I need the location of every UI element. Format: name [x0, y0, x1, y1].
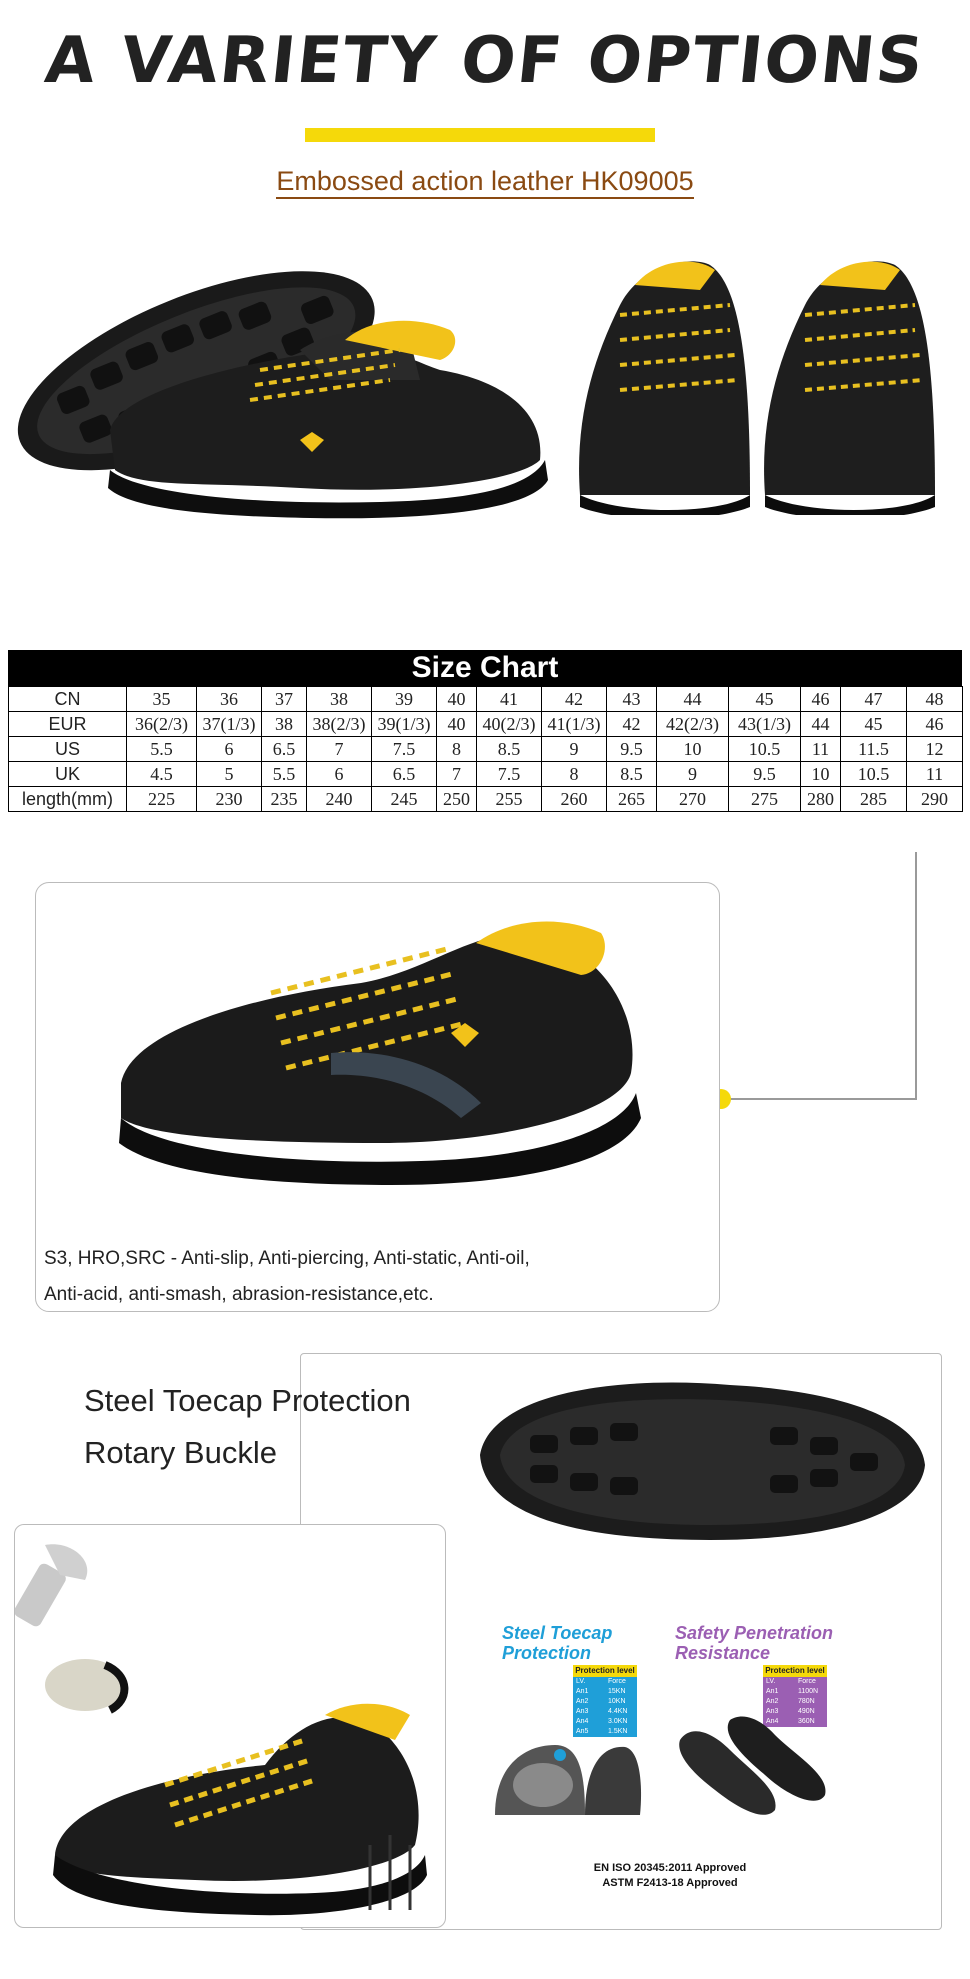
- size-cell: 9: [542, 737, 607, 762]
- rotary-buckle-label: Rotary Buckle: [84, 1435, 277, 1470]
- penetration-table-row: [763, 1697, 827, 1707]
- penetration-table-cell: 780N: [798, 1698, 815, 1705]
- size-cell: 8: [437, 737, 477, 762]
- size-chart-title: Size Chart: [8, 650, 962, 686]
- standard-line-2: ASTM F2413-18 Approved: [602, 1877, 738, 1889]
- toecap-table-title: Protection level: [573, 1665, 637, 1677]
- size-row-label: US: [9, 737, 127, 762]
- size-row-label: EUR: [9, 712, 127, 737]
- penetration-table-cell: An3: [766, 1708, 779, 1715]
- shoe-front-pair-photo: [560, 245, 960, 515]
- size-cell: 10.5: [841, 762, 907, 787]
- size-cell: 280: [801, 787, 841, 812]
- shoe-side-sole-photo: [0, 220, 560, 550]
- size-cell: 40(2/3): [477, 712, 542, 737]
- toecap-table-cell: 15KN: [608, 1688, 626, 1695]
- penetration-cert-title: [675, 1623, 833, 1663]
- penetration-col-level: LV.: [766, 1678, 776, 1685]
- penetration-table-cell: 1100N: [798, 1688, 819, 1695]
- size-cell: 41(1/3): [542, 712, 607, 737]
- size-cell: 9.5: [607, 737, 657, 762]
- size-cell: 42: [542, 687, 607, 712]
- size-cell: 5.5: [262, 762, 307, 787]
- toecap-table-cell: An1: [576, 1688, 589, 1695]
- size-cell: 46: [907, 712, 963, 737]
- size-cell: 10: [657, 737, 729, 762]
- size-cell: 36(2/3): [127, 712, 197, 737]
- size-cell: 37(1/3): [197, 712, 262, 737]
- connector-line-vertical: [915, 852, 917, 1098]
- size-cell: 9: [657, 762, 729, 787]
- feature-text-line-1: S3, HRO,SRC - Anti-slip, Anti-piercing, Anti-static, Anti-oil,: [44, 1248, 530, 1269]
- size-cell: 225: [127, 787, 197, 812]
- penetration-table-header: [763, 1677, 827, 1687]
- size-cell: 11: [801, 737, 841, 762]
- toecap-table-header: [573, 1677, 637, 1687]
- toecap-card: [14, 1524, 446, 1928]
- toecap-table-cell: An4: [576, 1718, 589, 1725]
- toecap-table-cell: 10KN: [608, 1698, 626, 1705]
- size-cell: 45: [729, 687, 801, 712]
- product-subtitle-text: Embossed action leather HK09005: [276, 166, 693, 199]
- toecap-table-cell: An2: [576, 1698, 589, 1705]
- size-cell: 43: [607, 687, 657, 712]
- penetration-table-title: Protection level: [763, 1665, 827, 1677]
- size-cell: 275: [729, 787, 801, 812]
- size-cell: 39(1/3): [372, 712, 437, 737]
- size-cell: 6.5: [372, 762, 437, 787]
- penetration-cert-title-line-1: Safety Penetration: [675, 1623, 834, 1643]
- size-cell: 40: [437, 712, 477, 737]
- steel-toecap-icon: [485, 1725, 645, 1830]
- size-cell: 47: [841, 687, 907, 712]
- size-cell: 35: [127, 687, 197, 712]
- standards-text: [540, 1861, 800, 1891]
- size-cell: 37: [262, 687, 307, 712]
- size-cell: 11.5: [841, 737, 907, 762]
- size-cell: 41: [477, 687, 542, 712]
- size-cell: 240: [307, 787, 372, 812]
- standard-line-1: EN ISO 20345:2011 Approved: [593, 1862, 747, 1874]
- toecap-table-cell: An3: [576, 1708, 589, 1715]
- size-cell: 260: [542, 787, 607, 812]
- size-cell: 10.5: [729, 737, 801, 762]
- toecap-table-cell: An5: [576, 1728, 589, 1735]
- penetration-table-cell: An2: [766, 1698, 779, 1705]
- size-cell: 6: [197, 737, 262, 762]
- size-cell: 11: [907, 762, 963, 787]
- size-row-cn: [9, 687, 963, 712]
- shoe-sole-photo: [470, 1365, 930, 1555]
- size-cell: 230: [197, 787, 262, 812]
- size-cell: 245: [372, 787, 437, 812]
- size-cell: 8.5: [607, 762, 657, 787]
- size-cell: 285: [841, 787, 907, 812]
- size-chart-table: [8, 686, 963, 812]
- size-row-uk: [9, 762, 963, 787]
- size-cell: 7: [307, 737, 372, 762]
- toecap-table-row: [573, 1707, 637, 1717]
- size-cell: 40: [437, 687, 477, 712]
- shoe-feature-photo: [81, 903, 641, 1193]
- toecap-table-row: [573, 1687, 637, 1697]
- steel-toecap-label: Steel Toecap Protection: [84, 1383, 411, 1418]
- size-cell: 6.5: [262, 737, 307, 762]
- size-cell: 7.5: [372, 737, 437, 762]
- toecap-col-force: Force: [608, 1678, 626, 1685]
- hammer-toecap-illustration: [15, 1525, 445, 1925]
- size-cell: 7: [437, 762, 477, 787]
- size-cell: 48: [907, 687, 963, 712]
- size-cell: 4.5: [127, 762, 197, 787]
- size-cell: 7.5: [477, 762, 542, 787]
- penetration-table-row: [763, 1687, 827, 1697]
- toecap-cert-title-line-1: Steel Toecap: [502, 1623, 613, 1643]
- size-chart: [8, 650, 962, 812]
- size-cell: 39: [372, 687, 437, 712]
- size-cell: 270: [657, 787, 729, 812]
- size-cell: 36: [197, 687, 262, 712]
- toecap-table-cell: 4.4KN: [608, 1708, 628, 1715]
- size-row-label: CN: [9, 687, 127, 712]
- product-subtitle: [0, 166, 970, 197]
- size-cell: 38: [307, 687, 372, 712]
- size-cell: 38: [262, 712, 307, 737]
- feature-text-line-2: Anti-acid, anti-smash, abrasion-resistance,etc.: [44, 1284, 434, 1305]
- size-cell: 6: [307, 762, 372, 787]
- penetration-table-cell: 360N: [798, 1718, 815, 1725]
- size-cell: 43(1/3): [729, 712, 801, 737]
- size-cell: 5.5: [127, 737, 197, 762]
- toecap-table-row: [573, 1697, 637, 1707]
- size-cell: 12: [907, 737, 963, 762]
- size-cell: 46: [801, 687, 841, 712]
- size-cell: 44: [801, 712, 841, 737]
- size-cell: 255: [477, 787, 542, 812]
- size-cell: 290: [907, 787, 963, 812]
- size-row-label: length(mm): [9, 787, 127, 812]
- title-underline-bar: [305, 128, 655, 142]
- size-cell: 42: [607, 712, 657, 737]
- size-cell: 44: [657, 687, 729, 712]
- feature-card: [35, 882, 720, 1312]
- connector-line-horizontal: [728, 1098, 917, 1100]
- page-title: A VARIETY OF OPTIONS: [41, 24, 929, 98]
- size-row-eur: [9, 712, 963, 737]
- size-cell: 235: [262, 787, 307, 812]
- size-row-lengthmm: [9, 787, 963, 812]
- size-cell: 265: [607, 787, 657, 812]
- penetration-col-force: Force: [798, 1678, 816, 1685]
- size-row-us: [9, 737, 963, 762]
- size-cell: 8.5: [477, 737, 542, 762]
- penetration-table-cell: An4: [766, 1718, 779, 1725]
- toecap-table-cell: 3.0KN: [608, 1718, 628, 1725]
- toecap-cert-title-line-2: Protection: [502, 1643, 592, 1663]
- size-cell: 45: [841, 712, 907, 737]
- size-cell: 38(2/3): [307, 712, 372, 737]
- insole-icon: [670, 1710, 840, 1830]
- size-cell: 42(2/3): [657, 712, 729, 737]
- feature-text: [44, 1241, 704, 1313]
- size-cell: 5: [197, 762, 262, 787]
- toecap-table-cell: 1.5KN: [608, 1728, 628, 1735]
- penetration-table-cell: 490N: [798, 1708, 815, 1715]
- toecap-col-level: LV.: [576, 1678, 586, 1685]
- size-cell: 10: [801, 762, 841, 787]
- size-cell: 250: [437, 787, 477, 812]
- penetration-table-cell: An1: [766, 1688, 779, 1695]
- size-row-label: UK: [9, 762, 127, 787]
- penetration-cert-title-line-2: Resistance: [675, 1643, 771, 1663]
- size-cell: 9.5: [729, 762, 801, 787]
- size-cell: 8: [542, 762, 607, 787]
- toecap-cert-title: [502, 1623, 612, 1663]
